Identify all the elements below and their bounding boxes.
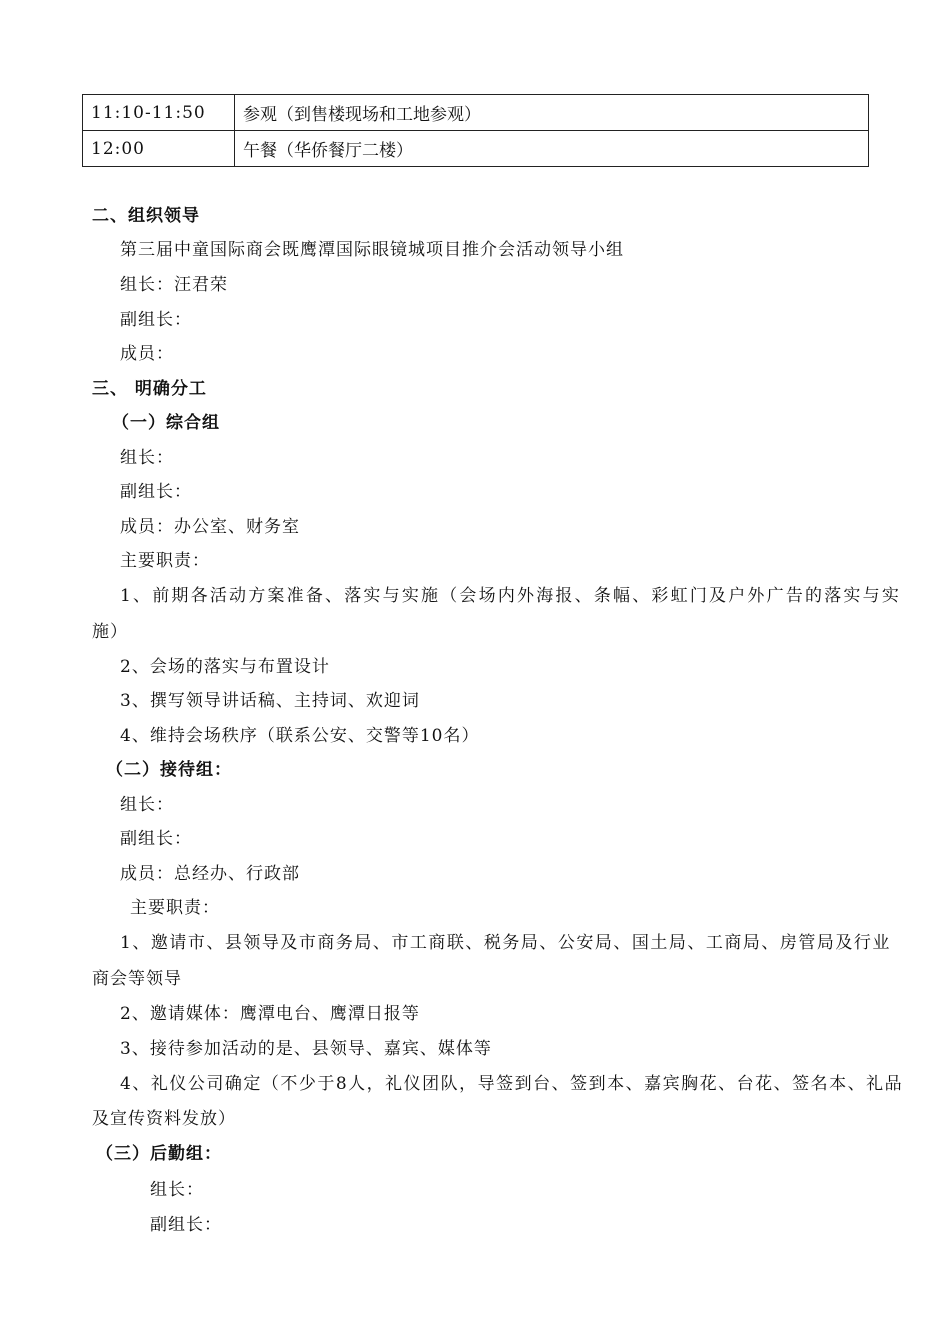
duty-item: 4、维持会场秩序（联系公安、交警等10名） <box>120 726 480 746</box>
duty-item-continued: 施） <box>92 622 128 642</box>
duty-item: 2、会场的落实与布置设计 <box>120 657 330 677</box>
deputy-line: 副组长： <box>120 310 192 330</box>
duty-item: 1、邀请市、县领导及市商务局、市工商联、税务局、公安局、国土局、工商局、房管局及行业 <box>120 933 891 953</box>
schedule-table <box>82 94 869 167</box>
section-heading: 三、 明确分工 <box>92 379 207 399</box>
duty-item: 4、礼仪公司确定（不少于8人，礼仪团队，导签到台、签到本、嘉宾胸花、台花、签名本、礼品 <box>120 1074 904 1094</box>
subsection-heading: （二）接待组： <box>106 760 232 780</box>
duty-item: 2、邀请媒体：鹰潭电台、鹰潭日报等 <box>120 1004 420 1024</box>
deputy-line: 副组长： <box>120 482 192 502</box>
subsection-heading: （一）综合组 <box>112 413 220 433</box>
table-row <box>83 95 869 131</box>
duty-item-continued: 及宣传资料发放） <box>92 1109 236 1129</box>
schedule-item: 参观（到售楼现场和工地参观） <box>235 95 869 131</box>
group-name: 第三届中童国际商会既鹰潭国际眼镜城项目推介会活动领导小组 <box>120 240 624 260</box>
duty-item: 1、前期各活动方案准备、落实与实施（会场内外海报、条幅、彩虹门及户外广告的落实与实 <box>120 586 902 606</box>
leader-line: 组长： <box>120 795 174 815</box>
table-row <box>83 131 869 167</box>
duty-item-continued: 商会等领导 <box>92 969 182 989</box>
duties-label: 主要职责： <box>120 551 210 571</box>
duties-label: 主要职责： <box>130 898 220 918</box>
members-line: 成员： <box>120 344 174 364</box>
leader-line: 组长： <box>150 1180 204 1200</box>
leader-line: 组长： <box>120 448 174 468</box>
deputy-line: 副组长： <box>120 829 192 849</box>
duty-item: 3、撰写领导讲话稿、主持词、欢迎词 <box>120 691 420 711</box>
leader-line: 组长：汪君荣 <box>120 275 228 295</box>
section-heading: 二、组织领导 <box>92 206 200 226</box>
subsection-heading: （三）后勤组： <box>96 1144 222 1164</box>
members-line: 成员：总经办、行政部 <box>120 864 300 884</box>
schedule-time: 12:00 <box>83 131 235 167</box>
schedule-item: 午餐（华侨餐厅二楼） <box>235 131 869 167</box>
deputy-line: 副组长： <box>150 1215 222 1235</box>
members-line: 成员：办公室、财务室 <box>120 517 300 537</box>
schedule-time: 11:10-11:50 <box>83 95 235 131</box>
duty-item: 3、接待参加活动的是、县领导、嘉宾、媒体等 <box>120 1039 492 1059</box>
